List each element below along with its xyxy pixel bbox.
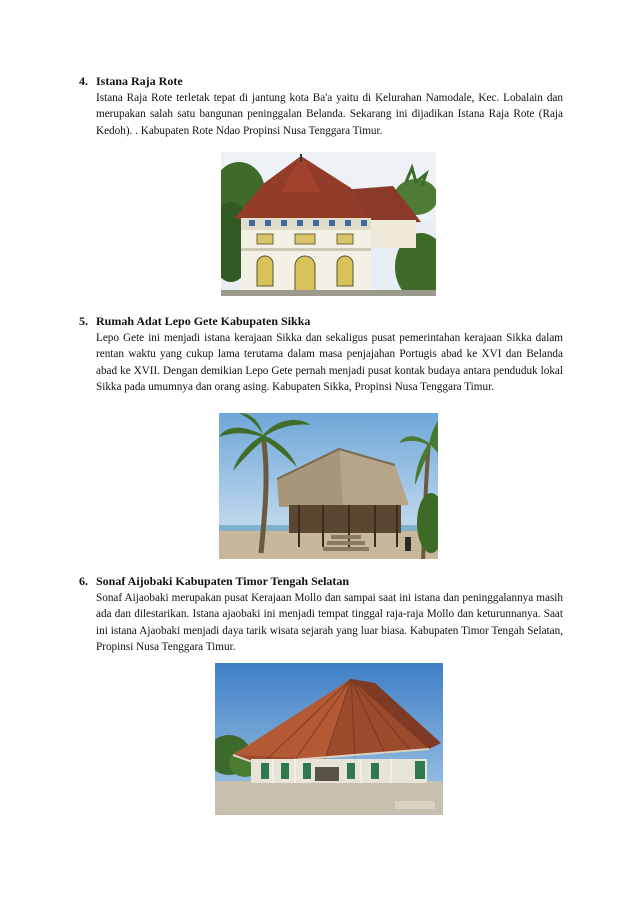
section-number: 4.	[79, 74, 88, 88]
photo-istana-raja-rote	[221, 152, 436, 296]
photo-sonaf-aijobaki	[215, 663, 443, 815]
section-title: Rumah Adat Lepo Gete Kabupaten Sikka	[96, 314, 311, 328]
section-paragraph: Istana Raja Rote terletak tepat di jantung kota Ba'a yaitu di Kelurahan Namodale, Kec. Lobalain dan merupakan salah satu bangunan peninggalan Belanda. Sekarang ini dijadikan Istana Raja Rote (Raja Kedoh). . Kabupaten Rote Ndao Propinsi Nusa Tenggara Timur.	[96, 92, 563, 137]
section-title: Istana Raja Rote	[96, 74, 183, 88]
section-heading	[79, 573, 563, 590]
section-lepo-gete	[79, 313, 563, 396]
section-paragraph: Lepo Gete ini menjadi istana kerajaan Sikka dan sekaligus pusat pemerintahan kerajaan Sikka dalam rentan waktu yang cukup lama terutama dalam masa penjajahan Portugis abad ke XVI dan Belanda abad ke XVII. Dengan demikian Lepo Gete pernah menjadi pusat kontak budaya antara penduduk lokal Sikka pada umumnya dan orang asing. Kabupaten Sikka, Propinsi Nusa Tenggara Timur.	[96, 332, 563, 394]
section-number: 6.	[79, 574, 88, 588]
section-heading	[79, 73, 563, 90]
section-paragraph: Sonaf Aijaobaki merupakan pusat Kerajaan Mollo dan sampai saat ini istana dan peninggalannya masih ada dan dilestarikan. Istana ajaobaki ini menjadi tempat tinggal raja-raja Mollo dan keturunnanya. Saat ini istana Ajaobaki menjadi daya tarik wisata sejarah yang luar biasa. Kabupaten Timor Tengah Selatan, Propinsi Nusa Tenggara Timur.	[96, 592, 563, 654]
section-title: Sonaf Aijobaki Kabupaten Timor Tengah Selatan	[96, 574, 350, 588]
photo-lepo-gete	[219, 413, 438, 559]
section-number: 5.	[79, 314, 88, 328]
section-sonaf-aijobaki	[79, 573, 563, 656]
section-heading	[79, 313, 563, 330]
section-istana-raja-rote	[79, 73, 563, 139]
